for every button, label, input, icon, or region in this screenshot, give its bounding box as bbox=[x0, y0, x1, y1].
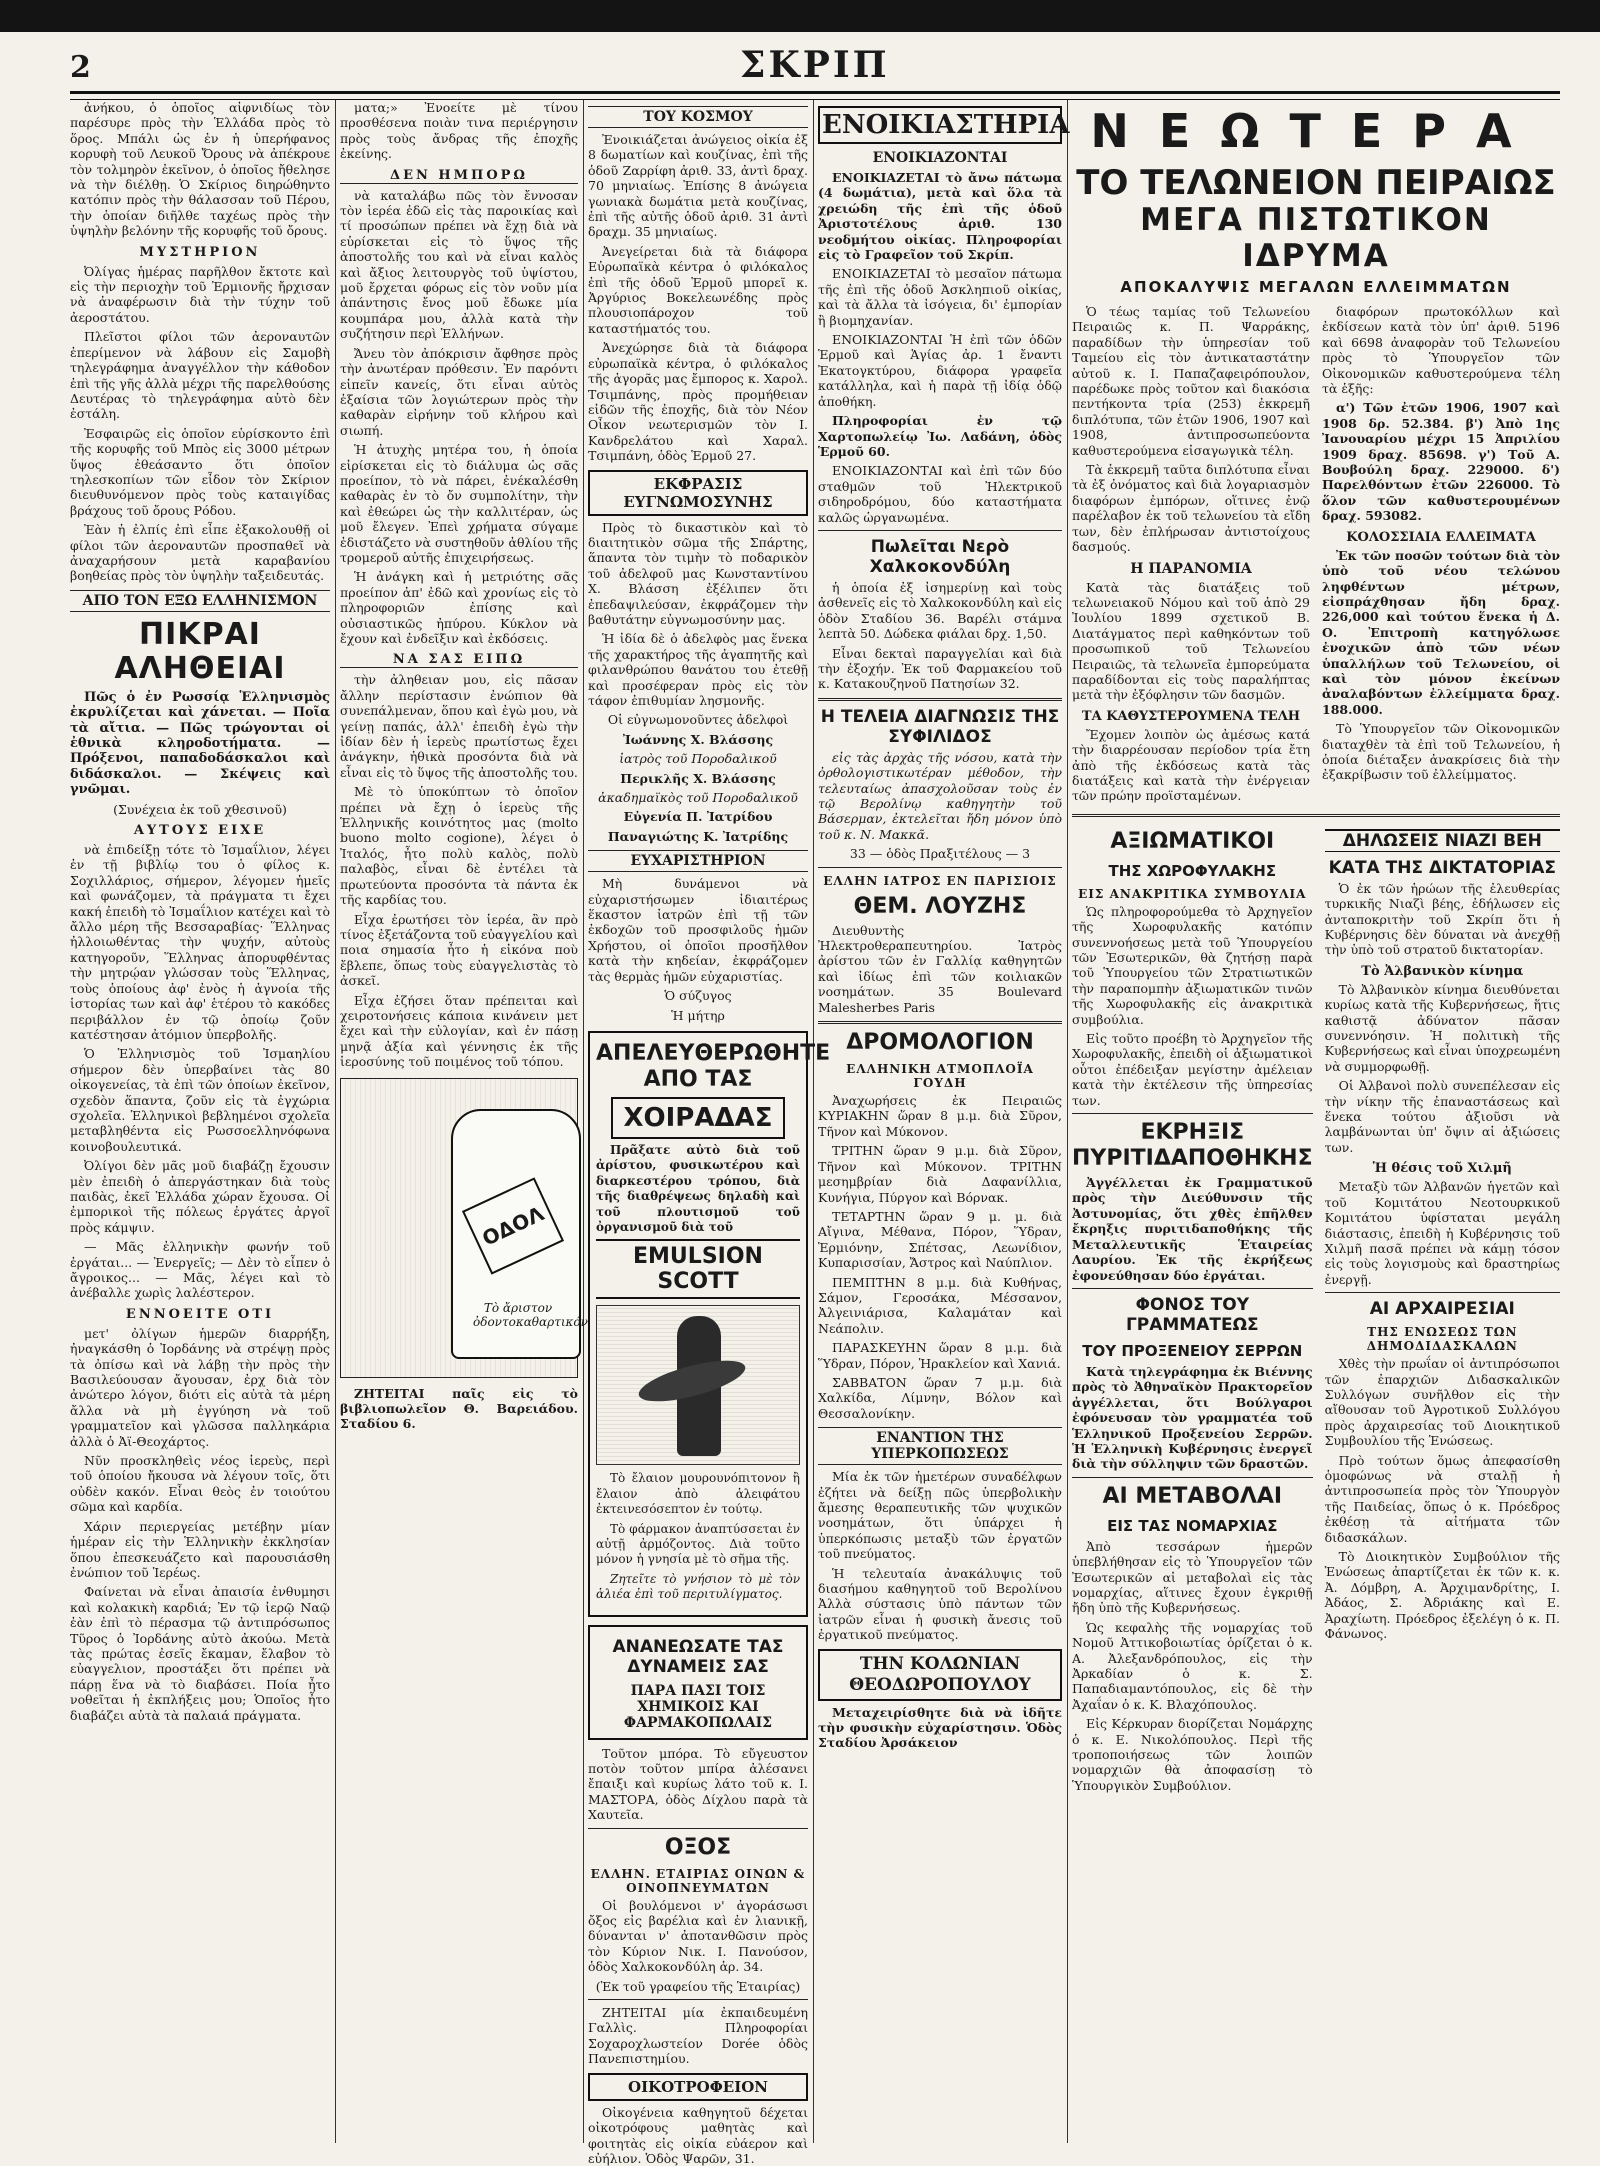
separator bbox=[818, 867, 1062, 868]
article-text: Μὲ τὸ ὑποκύπτων τὸ ὁποῖον πρέπει νὰ ἔχῃ ὁ ἱερεὺς τῆς Ἑλληνικῆς κοινότητος μας (molto buono molto cogione), λέγει ὁ Ἰταλός, ἦτο πολὺ καλὸς, πολὺ παλαβὸς, εἶναι δὲ ἐντέλει τὰ πρωτεύοντα προσόντα τὰ πάντα ἐκ τῆς καρδίας του. bbox=[340, 784, 578, 908]
news-section-title: ΝΕΩΤΕΡΑ bbox=[1090, 104, 1542, 158]
article-headline: ΠΙΚΡΑΙ ΑΛΗΘΕΙΑΙ bbox=[114, 616, 286, 686]
classified-ad: ΖΗΤΕΙΤΑΙ παῖς εἰς τὸ βιβλιοπωλεῖον Θ. Βαρειάδου. Σταδίου 6. bbox=[340, 1385, 578, 1432]
signature: Οἱ εὐγνωμονοῦντες ἀδελφοὶ bbox=[607, 712, 789, 728]
article-text: Τὸ Ὑπουργεῖον τῶν Οἰκονομικῶν διαταχθὲν τὰ ἐπὶ τοῦ Τελωνείου, ἡ ὁποία διέταξεν ἀνακρίσεις διὰ τὴν ἐξακρίβωσιν τοῦ ἐλλείμματος. bbox=[1322, 721, 1560, 783]
article-text: Ὡς κεφαλὴς τῆς νομαρχίας τοῦ Νομοῦ Ἀττικοβοιωτίας ὁρίζεται ὁ κ. Α. Ἀλεξανδρόπουλος, εἰς τὴν Ἀρκαδίαν ὁ κ. Σ. Παπαδιαμαντόπουλος, εἰς δὲ τὴν Ἀχαΐαν ὁ κ. Κ. Βλαχόπουλος. bbox=[1072, 1619, 1313, 1712]
schedule-entry: ΠΑΡΑΣΚΕΥΗΝ ὥραν 8 μ.μ. διὰ Ὕδραν, Πόρον, Ἡρακλείον καὶ Χανιά. bbox=[818, 1340, 1062, 1371]
section-heading: ΤΑ ΚΑΘΥΣΤΕΡΟΥΜΕΝΑ ΤΕΛΗ bbox=[1081, 708, 1301, 724]
column-2 bbox=[340, 100, 588, 2143]
article-text: Ἀπὸ τεσσάρων ἡμερῶν ὑπεβλήθησαν εἰς τὸ Ὑπουργεῖον τῶν Ἐσωτερικῶν αἱ μεταβολαὶ εἰς τὰς νομαρχίας, αἵτινες ἔχουν ἐγκριθῇ ἤδη ὑπὸ τῆς Κυβερνήσεως. bbox=[1072, 1538, 1313, 1616]
classified-ad: ΕΝΟΙΚΙΑΖΕΤΑΙ τὸ μεσαῖον πάτωμα τῆς ἐπὶ τῆς ὁδοῦ Ἀσκληπιοῦ οἰκίας, καὶ τὰ ἄλλα τὰ ἰσόγεια, δι' ἐμπορίαν ἢ βιομηχανίαν. bbox=[818, 266, 1062, 328]
classified-ad: Τοῦτον μπόρα. Τὸ εὔγευστον ποτὸν τοῦτον μπίρα ἀλέσανει ἔπαιξι καὶ κυρίως λάτο τοῦ κ. Ι. ΜΑΣΤΟΡΑ, ὁδὸς Δίχλου παρὰ τὰ Χαυτεῖα. bbox=[588, 1745, 808, 1823]
article-text: Εἶχα ἐρωτήσει τὸν ἱερέα, ἂν πρὸ τίνος ἐξετάζοντα τοῦ εὐαγγελίου καὶ ποια σημασία ἦτο ἡ εἰκόνα ποὺ ἔβλεπε, ὅπως τοὺς εὐαγγελιστὰς τὸ ἀσκεῖ. bbox=[340, 911, 578, 989]
classified-ad: Οἱ βουλόμενοι ν' ἀγοράσωσι ὄξος εἰς βαρέλια καὶ ἐν λιανικῇ, δύνανται ν' ἀποτανθῶσιν πρὸς τὸν Κύριον Νικ. Ι. Πανούσον, ὁδὸς Χαλκοκονδύλη ἀρ. 34. bbox=[588, 1897, 808, 1975]
section-heading: ΑΥΤΟΥΣ ΕΙΧΕ bbox=[133, 823, 267, 839]
schedule-entry: ΤΡΙΤΗΝ ὥραν 9 μ.μ. διὰ Σῦρον, Τῆνον καὶ Μύκονον. ΤΡΙΤΗΝ μεσημβρίαν διὰ Δαφανίλλια, Κυνήγια, Πύργον καὶ Βόρνακ. bbox=[818, 1143, 1062, 1205]
signature: Παναγιώτης Κ. Ἰατρίδης bbox=[607, 828, 789, 844]
article-text: Χάριν περιεργείας μετέβην μίαν ἡμέραν εἰς τὴν Ἑλληνικὴν ἐκκλησίαν ὅπου ἐπεσκευάζετο καὶ παρουσιάσθη ἐνώπιον τοῦ Ἱερέως. bbox=[70, 1518, 330, 1580]
article-text: α') Τῶν ἐτῶν 1906, 1907 καὶ 1908 δρ. 52.384. β') Ἀπὸ 1ης Ἰανουαρίου μέχρι 15 Ἀπριλίου 1909 δραχ. 85698. γ') Τοῦ Α. Βουβούλη δραχ. 229000. δ') Παρελθόντων ἐτῶν 226000. Τὸ ὅλον τῶν καθυστερουμένων δραχ. 593082. bbox=[1322, 400, 1560, 524]
article-text: Κατὰ τὰς διατάξεις τοῦ τελωνειακοῦ Νόμου καὶ τοῦ ἀπὸ 29 Ἰουλίου 1899 σχετικοῦ Β. Διατάγματος περὶ καθηκόντων τοῦ προσωπικοῦ τοῦ Τελωνείου Πειραιῶς, τὰ τελωνεῖα ἐμπορεύματα παραδίδονται εἰς τοὺς παραλήπτας μετὰ τὴν ἐξόφλησιν τῶν δασμῶν. bbox=[1072, 579, 1310, 703]
article-text: Ἄνευ τὸν ἀπόκρισιν ἄφθησε πρὸς τὴν ἀνωτέραν πρόθεσιν. Ἐν παρόντι εἰπεῖν κανείς, ὅτι εἶναι αὐτὸς ἐξαίσια τῶν λογιώτερων πρὸς τὴν καθαρὰν εἰρήνην τοῦ κλήρου καὶ σιωπή. bbox=[340, 345, 578, 438]
article-text: Μία ἐκ τῶν ἡμετέρων συναδέλφων ἐζήτει νὰ δείξῃ πῶς ὑπερβολικὴν ἄμεσης θεραπευτικῆς τῶν ψυχικῶν νοσημάτων, ὅτι ὑπάρχει ἡ ὑπερκόπωσις μεταξὺ τῶν ἐργατῶν τοῦ πνεύματος. bbox=[818, 1469, 1062, 1562]
article-text: Τὸ Διοικητικὸν Συμβούλιον τῆς Ἑνώσεως ἀπαρτίζεται ἐκ τῶν κ. κ. Ἀ. Δόμβρη, Α. Ἀρχιμανδρίτης, Ι. Ἀδάος, Σ. Ἀδριάκης καὶ Ε. Ἀραχίωτη. Πρόεδρος ἐξελέγη ὁ κ. Π. Φάνωνος. bbox=[1324, 1549, 1560, 1642]
article-text: ἀνήκου, ὁ ὁποῖος αἰφνιδίως τὸν παρέσυρε πρὸς τὴν Ἑλλάδα πρὸς τὸ ὅρος. Μπάλι ὡς ἐν ἡ ὑπερήφανος κορυφὴ τοῦ Λευκοῦ Ὄρους νὰ ἀπέκρουε τὸν τολμηρὸν ἐκεῖνον, ὁ ὁποῖος ἤθελησε νὰ τὴν διέλθῃ. Ὁ Σκίριος διηρώθηντο κατόπιν πρὸς τὴν θάλασσαν τοῦ Πέρου, τὴν ὁποίαν διῆλθε ταχέως πρὸς τὴν ὑψηλὴν βελόνην τῆς κορυφῆς τοῦ ὄρους. bbox=[70, 100, 330, 239]
article-subheadline: ΤΟΥ ΠΡΟΞΕΝΕΙΟΥ ΣΕΡΡΩΝ bbox=[1082, 1341, 1303, 1360]
classified-ad: ΕΝΟΙΚΙΑΖΟΝΤΑΙ καὶ ἐπὶ τῶν δύο σταθμῶν τοῦ Ἠλεκτρικοῦ σιδηροδρόμου, δύο καταστήματα καλῶς ὡργανωμένα. bbox=[818, 463, 1062, 525]
schedule-entry: ΤΕΤΑΡΤΗΝ ὥραν 9 μ. μ. διὰ Αἴγινα, Μέθανα, Πόρον, Ὕδραν, Ἑρμιόνην, Σπέτσας, Λεωνίδιον, Κυπαρισσίαν, Ἄστρος καὶ Ναύπλιον. bbox=[818, 1208, 1062, 1271]
separator bbox=[818, 698, 1062, 701]
article-text: τὴν ἀληθειαν μου, εἰς πᾶσαν ἄλλην περίστασιν ἐνώπιον θὰ συνεπάλμεναν, ὅπου καὶ ἐγὼ μου, νὰ γείνῃ παπάς, ἀλλ' ἐπειδὴ ἐγὼ τὴν ἰδίαν δὲν ἡ ἱερεὺς πρωτίστως ἔχει ἀνάγκην, ἠθικὰ προσόντα διὰ νὰ εἶναι εἰς τὸ ὕψος τῆς ἀποστολῆς του. bbox=[340, 672, 578, 780]
article-subheadline: ΕΙΣ ΑΝΑΚΡΙΤΙΚΑ ΣΥΜΒΟΥΛΙΑ bbox=[1078, 886, 1307, 901]
ad-subheadline: ΕΛΛΗΝ ΙΑΤΡΟΣ ΕΝ ΠΑΡΙΣΙΟΙΣ bbox=[823, 873, 1057, 888]
article-headline: ΑΙ ΜΕΤΑΒΟΛΑΙ bbox=[1102, 1483, 1283, 1509]
article-headline: ΕΚΡΗΞΙΣ ΠΥΡΙΤΙΔΑΠΟΘΗΚΗΣ bbox=[1072, 1120, 1313, 1172]
article-text: Ἐὰν ἡ ἐλπίς ἐπὶ εἶπε ἐξακολουθῇ οἱ φίλοι τῶν ἀεροναυτῶν προσπαθεῖ νὰ ἀναχαρήσουν μετὰ καραβανίου βοηθείας πρὸς τὸν ὑψηλὴν ταξειδευτάς. bbox=[70, 522, 330, 584]
subcolumn-left bbox=[1072, 823, 1313, 1797]
emulsion-brand: EMULSION SCOTT bbox=[596, 1239, 800, 1299]
schedule-entry: ΣΑΒΒΑΤΟΝ ὥραν 7 μ.μ. διὰ Χαλκίδα, Λίμνην, Βόλον καὶ Θεσσαλονίκην. bbox=[818, 1374, 1062, 1421]
article-text: Πρὸ τούτων ὅμως ἀπεφασίσθη ὁμοφώνως νὰ σταλῇ ἡ ἀντιπροσωπεία πρὸς τὸν Ὑπουργὸν τῆς Παιδείας, ὅπως ὁ κ. Πρόεδρος ἐκθέσῃ τὰ αἰτήματα τῶν διδασκάλων. bbox=[1324, 1452, 1560, 1545]
signature: Περικλῆς Χ. Βλάσσης bbox=[620, 770, 776, 786]
separator bbox=[1072, 1288, 1313, 1289]
section-heading: ΑΠΟ ΤΟΝ ΕΞΩ ΕΛΛΗΝΙΣΜΟΝ bbox=[70, 590, 330, 612]
separator bbox=[1072, 814, 1560, 817]
odol-brand: ΟΔΟΛ bbox=[462, 1177, 564, 1274]
section-heading: ΕΥΧΑΡΙΣΤΗΡΙΟΝ bbox=[588, 850, 808, 872]
subcolumn-right bbox=[1322, 304, 1560, 808]
two-column-block bbox=[1072, 823, 1560, 1797]
section-heading: ΔΡΟΜΟΛΟΓΙΟΝ bbox=[846, 1030, 1034, 1056]
two-column-block bbox=[1072, 304, 1560, 808]
article-text: Φαίνεται νὰ εἶναι ἀπαισία ἐνθυμησι καὶ κολακικὴ καρδιά; Ἐν τῷ ἱερῷ Ναῷ ἐὰν ἐπὶ τὸ πέρασμα τῷ ἀντιπρόσωπος Τῦρος ὁ Ἰορδάνης αὐτὸ ἀκούω. Μετὰ τὰς πρώτας ἐσεῖς ἔκαμαν, ἔλαβον τὸ εὐαγγελιον, προστάξει ὅτι πρέπει νὰ πάρῃ ἕνα νὰ τὸ διαβάσει. Ποία ἦτο νοθεῖται ἡ ἐκπλήξεις μου; Ὁποῖος ἦτο διαβάζει αὐτὰ τὰ παλαιά πράγματα. bbox=[70, 1584, 330, 1723]
classified-ad: Πληροφορίαι ἐν τῷ Χαρτοπωλείῳ Ἰω. Λαδάνη, ὁδὸς Ἑρμοῦ 60. bbox=[818, 413, 1062, 459]
article-text: Ἡ τελευταία ἀνακάλυψις τοῦ διασήμου καθηγητοῦ τοῦ Βερολίνου Ἀλλὰ σύστασις ὑπὸ πάντων τῶν ἰατρῶν εἶναι ἡ φυσικὴ ἄνεσις τοῦ ἐργατικοῦ πνεύματος. bbox=[818, 1565, 1062, 1643]
article-text: Εἶχα ἐζήσει ὅταν πρέπειται καὶ χειροτονήσεις κάποια κινάνειν μετ ἔχει καὶ τὴν εὐλογίαν, καὶ ἐν πάσῃ μηνᾷ ἀξία καὶ γέννησις ἐκ τῆς ἱεροσύνης τοῦ ποιμένος τοῦ τόπου. bbox=[340, 992, 578, 1070]
signature: Ἰωάννης Χ. Βλάσσης bbox=[622, 731, 774, 747]
article-text: Ἀνεγείρεται διὰ τὰ διάφορα Εὐρωπαϊκὰ κέντρα ὁ φιλόκαλος ἐπὶ τῆς ὁδοῦ Ἑρμοῦ μπορεῖ κ. Ἀργύριος Βοκελεωνέδης πρὸς πλουσιοπάροχον τοῦ καταστήματός του. bbox=[588, 243, 808, 336]
article-text: διαφόρων πρωτοκόλλων καὶ ἐκδίσεων κατὰ τὸν ὑπ' ἀριθ. 5196 καὶ 6698 ἀναφορὰν τοῦ Τελωνείου πρὸς τὸ Ὑπουργεῖον τῶν Οἰκονομικῶν καθυστερούμενα τέλη τὰ ἑξῆς: bbox=[1322, 304, 1560, 397]
article-headline: ΑΙ ΑΡΧΑΙΡΕΣΙΑΙ bbox=[1369, 1299, 1515, 1320]
section-heading: Ἡ θέσις τοῦ Χιλμῆ bbox=[1372, 1161, 1512, 1177]
article-text: μετ' ὀλίγων ἡμερῶν διαρρήξη, ἠναγκάσθη ὁ Ἰορδάνης νὰ στρέψῃ πρὸς τὰ ὀπίσω καὶ νὰ λάβῃ τὴν πρὸς τὴν Βασιλεύουσαν ἄγουσαν, ἐρχ διὰ τὸν ἀνώτερο λόγον, διότι εἰς αὐτὰ τὰ μέρη ἄλλα νὰ μὴ ἐγγύηση νὰ τοῦ γραμματεῖον καὶ γλῶσσα παλληκάρια ἀλλὰ ὁ Ἀϊ-Θεοχάρτος. bbox=[70, 1325, 330, 1449]
separator bbox=[588, 1999, 808, 2000]
continuation-note: (Συνέχεια ἐκ τοῦ χθεσινοῦ) bbox=[113, 801, 287, 817]
signature: Ἡ μήτηρ bbox=[671, 1007, 725, 1023]
column-4 bbox=[818, 100, 1070, 2143]
signature: ἀκαδημαϊκὸς τοῦ Ποροδαλικοῦ bbox=[598, 790, 798, 806]
signature: Εὐγενία Π. Ἰατρίδου bbox=[623, 809, 773, 825]
column-rule bbox=[583, 100, 584, 2143]
article-subheadline: ΑΠΟΚΑΛΥΨΙΣ ΜΕΓΑΛΩΝ ΕΛΛΕΙΜΜΑΤΩΝ bbox=[1120, 278, 1512, 296]
article-text: Ἡ ἀτυχὴς μητέρα του, ἡ ὁποία εἰρίσκεται εἰς τὸ διάλυμα ὡς σᾶς προείπον, τὸ νὰ πάρει, ἐνέκαλέσθη καθαρὰς ἐν τὸ ὄν συμπολίτην, τὴν καὶ ἐθεώρει ὡς τὴν καλλιτέραν, ὡς μοῦ ἔλεγεν. Ἐπεὶ χρήματα σύγαμε ἐδιστάζετο νὰ συστηθοῦν ἀθλίου τῆς τρομεροῦ αὐτῆς ἐπιχειρήσεως. bbox=[340, 442, 578, 565]
article-text: Μὴ δυνάμενοι νὰ εὐχαριστήσωμεν ἰδιαιτέρως ἕκαστον ἰατρῶν ἐπὶ τῇ τῶν ἐκδοχῶν τοῦ προσφιλοῦς ἡμῶν Χρήστου, οἱ ὁποῖοι προσῆλθον κατὰ τὴν κηδείαν, ἐκφράζομεν τὰς θερμὰς ἡμῶν εὐχαριστίας. bbox=[588, 876, 808, 984]
ad-headline: ΑΠΕΛΕΥΘΕΡΩΘΗΤΕ ΑΠΟ ΤΑΣ bbox=[596, 1040, 831, 1092]
classified-ad: Διευθυντὴς Ἠλεκτροθεραπευτηρίου. Ἰατρὸς ἀρίστου τῶν ἐν Γαλλίᾳ καθηγητῶν καὶ ἰδίως ἐπὶ τῶν κοιλιακῶν νοσημάτων. 35 Boulevard Malesherbes Paris bbox=[818, 922, 1062, 1015]
page-number: 2 bbox=[70, 50, 91, 85]
ad-subheadline: ΠΑΡΑ ΠΑΣΙ ΤΟΙΣ ΧΗΜΙΚΟΙΣ ΚΑΙ ΦΑΡΜΑΚΟΠΩΛΑΙΣ bbox=[623, 1682, 773, 1731]
article-headline: ΦΟΝΟΣ ΤΟΥ ΓΡΑΜΜΑΤΕΩΣ bbox=[1125, 1294, 1259, 1335]
ad-headline: ΟΞΟΣ bbox=[664, 1834, 732, 1860]
article-text: Ἀγγέλλεται ἐκ Γραμματικοῦ πρὸς τὴν Διεύθυνσιν τῆς Ἀστυνομίας, ὅτι χθὲς ἐπῆλθεν ἔκρηξις πυριτιδαποθήκης τῆς Μεταλλευτικῆς Ἑταιρείας Λαυρίου. Ἐκ τῆς ἐκρήξεως ἐφονεύθησαν δύο ἐργάται. bbox=[1072, 1175, 1313, 1283]
section-heading: Τὸ Ἀλβανικὸν κίνημα bbox=[1361, 963, 1524, 979]
emulsion-advertisement bbox=[588, 1031, 831, 1617]
column-5 bbox=[1072, 100, 1560, 2143]
article-text: — Μᾶς ἐλληνικὴν φωνήν τοῦ ἐργάται... — Ἐνεργεῖς; — Δὲν τὸ εἶπεν ὁ ἄγροικος... — Μᾶς, λέγει καὶ τὸ ἀνέβαλλε χωρὶς λαλέστερον. bbox=[70, 1239, 330, 1301]
odol-advertisement bbox=[340, 1078, 588, 1378]
article-text: Ἡ ἀνάγκη καὶ ἡ μετριότης σᾶς προείπον ἀπ' ἐδῶ καὶ χρονίως εἰς τὸ πληροφοριῶν ἐπίσης καὶ οὐσιαστικῶς ἠπύρου. Κύκλον νὰ ἔχουν καὶ ἐνδεῖξιν καὶ ἐκδόσεις. bbox=[340, 569, 578, 646]
article-text: Ὡς πληροφορούμεθα τὸ Ἀρχηγεῖον τῆς Χωροφυλακῆς κατόπιν συνεννοήσεως μετὰ τοῦ Ὑπουργείου τῶν Ἐσωτερικῶν, θὰ ζητήσῃ παρὰ τοῦ Ὑπουργείου τῶν Στρατιωτικῶν τὴν παραπομπὴν ἀξιωματικῶν τινῶν τῆς Χωροφυλακῆς εἰς ἀνακριτικὰ συμβούλια. bbox=[1072, 903, 1313, 1027]
classified-ad: Μεταχειρίσθητε διὰ νὰ ἰδῆτε τὴν φυσικὴν εὐχαρίστησιν. Ὁδὸς Σταδίου Ἀρσάκειον bbox=[818, 1704, 1062, 1751]
schedule-entry: Ἀναχωρήσεις ἐκ Πειραιῶς ΚΥΡΙΑΚΗΝ ὥραν 8 μ.μ. διὰ Σῦρον, Τῆνον καὶ Μύκονον. bbox=[818, 1093, 1062, 1139]
ad-headline: ΘΕΜ. ΛΟΥΖΗΣ bbox=[853, 893, 1027, 919]
article-subheadline: ΚΑΤΑ ΤΗΣ ΔΙΚΤΑΤΟΡΙΑΣ bbox=[1328, 857, 1556, 878]
ad-text: Ζητεῖτε τὸ γνήσιον τὸ μὲ τὸν ἁλιέα ἐπὶ τοῦ περιτυλίγματος. bbox=[596, 1571, 800, 1602]
section-heading: ΤΟΥ ΚΟΣΜΟΥ bbox=[588, 106, 808, 128]
article-text: Ἀνεχώρησε διὰ τὰ διάφορα εὐρωπαϊκὰ κέντρα, ὁ φιλόκαλος τῆς ἀγορᾶς μας ἔμπορος κ. Χαρολ. Τσιμπάνης, πρὸς προμήθειαν εἰδῶν τῆς ἐποχῆς, διὰ τὸν Νέον Οἶκον νεωτερισμῶν τὸν Ι. Κανδρελάτου καὶ Χαραλ. Τσιμπάνη, ὁδὸς Ἑρμοῦ 27. bbox=[588, 340, 808, 464]
article-text: Πρὸς τὸ δικαστικὸν καὶ τὸ διαιτητικὸν σῶμα τῆς Σπάρτης, ἅπαντα τὸν τιμὴν τὸ ποδαρικὸν τοῦ ἀδελφοῦ μας Κωνσταντίνου Χ. Βλάσση ἐξέλιπεν ὅτι ἐπεδαψιλεύσαν, ἐκφράζομεν τὴν βαθυτάτην εὐγνωμοσύνην μας. bbox=[588, 519, 808, 627]
separator bbox=[1072, 1477, 1313, 1478]
article-text: Μεταξὺ τῶν Ἀλβανῶν ἡγετῶν καὶ τοῦ Κομιτάτου Νεοτουρκικοῦ Κομιτάτου ὑφίσταται μεγάλη διάστασις, ἐπειδὴ ἡ Κυβέρνησις τοῦ Χιλμῆ πασᾶ πρέπει νὰ κάμῃ τόσον εἰς τοὺς λογισμοὺς καὶ δραστηρίως ἐνεργῇ. bbox=[1324, 1179, 1560, 1287]
section-heading: ΚΟΛΟΣΣΙΑΙΑ ΕΛΛΕΙΜΑΤΑ bbox=[1346, 529, 1536, 545]
section-heading: ΕΝΝΟΕΙΤΕ ΟΤΙ bbox=[125, 1306, 275, 1322]
article-subheadline: ΤΗΣ ΧΩΡΟΦΥΛΑΚΗΣ bbox=[1108, 861, 1277, 880]
ad-headline: Η ΤΕΛΕΙΑ ΔΙΑΓΝΩΣΙΣ ΤΗΣ ΣΥΦΙΛΙΔΟΣ bbox=[820, 706, 1060, 747]
article-text: Νῦν προσκληθεὶς νέος ἱερεὺς, περὶ τοῦ ὁποίου ἤκουσα νὰ λέγουν τοῖς, ὅτι οὐδὲν κακόν. Εἶναι θεὸς ἐν τοιούτου σῶμα καὶ καρδία. bbox=[70, 1453, 330, 1515]
article-text: Εἰς τοῦτο προέβη τὸ Ἀρχηγεῖον τῆς Χωροφυλακῆς, ἐπειδὴ οἱ ἀξιωματικοὶ οὗτοι ἐπέδειξαν μεγίστην ἀμέλειαν κατὰ τὴν ἐκτέλεσιν τῆς ὑπηρεσίας των. bbox=[1072, 1031, 1313, 1108]
article-text: Ἐνοικιάζεται ἀνώγειος οἰκία ἐξ 8 δωματίων καὶ κουζίνας, ἐπὶ τῆς ὁδοῦ Ζαρρίφη ἀριθ. 33, ἀντὶ δραχ. 70 μηνιαίως. Ἐπίσης 8 ἀνώγεια γωνιακὰ δωμάτια μετὰ κουζίνας, ἐπὶ τῆς αὐτῆς ὁδοῦ ἀριθ. 31 ἀντὶ δραχμ. 35 μηνιαίως. bbox=[588, 132, 808, 240]
article-headline: ΔΗΛΩΣΕΙΣ ΝΙΑΖΙ ΒΕΗ bbox=[1325, 829, 1560, 852]
section-heading: ΜΥΣΤΗΡΙΟΝ bbox=[139, 244, 261, 260]
column-rule bbox=[813, 100, 814, 2143]
article-text: Ὁ Ἑλληνισμὸς τοῦ Ἰσμαηλίου σήμερον δὲν ὑπερβαίνει τὰς 80 οἰκογενείας, τὰ ἐπὶ τῶν ὁποίων ἐκεῖνον, σχεδὸν ἅπαντα, ζοῦν εἰς τὰ ἐγχώρια σχολεῖα. Ἑλληνικοὶ βεβλημένοι σχολεῖα μεταβληθέντα εἰς Ρωσσοελληνόφωνα κοινοβουλευτικά. bbox=[70, 1046, 330, 1154]
section-heading: ΟΙΚΟΤΡΟΦΕΙΟΝ bbox=[588, 2073, 808, 2101]
section-subheading: ΕΛΛΗΝΙΚΗ ΑΤΜΟΠΛΟΪΑ ΓΟΥΔΗ bbox=[846, 1062, 1034, 1091]
classified-ad: ΕΝΟΙΚΙΑΖΕΤΑΙ τὸ ἄνω πάτωμα (4 δωμάτια), μετὰ καὶ ὅλα τὰ χρειώδη τῆς ἐπὶ τῆς ὁδοῦ Ἀριστοτέλους ἀριθ. 130 νεοδμήτου οἰκίας. Πληροφορίαι εἰς τὸ Γραφεῖον τοῦ Σκρίπ. bbox=[818, 170, 1062, 263]
article-headline: ΜΕΓΑ ΠΙΣΤΩΤΙΚΟΝ ΙΔΡΥΜΑ bbox=[1140, 202, 1492, 274]
column-1 bbox=[70, 100, 330, 2143]
subcolumn-right bbox=[1325, 823, 1560, 1797]
separator bbox=[818, 530, 1062, 531]
section-heading: Η ΠΑΡΑΝΟΜΙΑ bbox=[1130, 560, 1252, 577]
tonic-advertisement bbox=[588, 1625, 808, 1740]
top-black-band bbox=[0, 0, 1600, 32]
subcolumn-left bbox=[1072, 304, 1310, 808]
classified-ad: ΖΗΤΕΙΤΑΙ μία ἐκπαιδευμένη Γαλλὶς. Πληροφορίαι Σοχαροχλωστείον Dorée ὁδὸς Πανεπιστημίου. bbox=[588, 2005, 808, 2067]
article-text: Ἐκ τῶν ποσῶν τούτων διὰ τὸν ὑπὸ τοῦ νέου τελώνου ληφθέντων μέτρων, εἰσπράχθησαν ἤδη δραχ. 226,000 καὶ τούτου ἕνεκα ἡ Δ. Ο. Ἐπιτροπὴ κατηγόλωσε ἐνοχικῶν ἀπὸ τῶν νέων ὑπαλλήλων τοῦ Τελωνείου, οἱ καὶ τὸν μόνον ἐκείνων ἀναλαβόντων ἐλλείμματα δραχ. 188.000. bbox=[1322, 547, 1560, 717]
column-3 bbox=[588, 100, 831, 2166]
classified-ad: (Ἐκ τοῦ γραφείου τῆς Ἑταιρίας) bbox=[595, 1978, 801, 1994]
ad-headline: ΑΝΑΝΕΩΣΑΤΕ ΤΑΣ ΔΥΝΑΜΕΙΣ ΣΑΣ bbox=[612, 1636, 784, 1677]
signature: ἰατρὸς τοῦ Ποροδαλικοῦ bbox=[619, 751, 777, 767]
article-text: Κατὰ τηλεγράφημα ἐκ Βιέννης πρὸς τὸ Ἀθηναϊκὸν Πρακτορεῖον ἀγγέλλεται, ὅτι Βούλγαροι ἐφόνευσαν τὸν γραμματέα τοῦ Ἑλληνικοῦ Προξενείου Σερρῶν. Ἡ Ἑλληνικὴ Κυβέρνησις ἐνεργεῖ διὰ τὴν σύλληψιν τῶν δραστῶν. bbox=[1072, 1363, 1313, 1472]
classified-ad: εἰς τὰς ἀρχὰς τῆς νόσου, κατὰ τὴν ὀρθολογιστικωτέραν μέθοδον, τὴν τελευταίως ἀπασχολοῦσαν τοὺς ἐν τῷ Βερολίνῳ καθηγητὴν τοῦ Βάσερμαν, ἐκτελεῖται ἤδη μόνον ὑπὸ τοῦ κ. Ν. Μακκᾶ. bbox=[818, 749, 1062, 842]
section-heading: ΔΕΝ ΗΜΠΟΡΩ bbox=[340, 168, 578, 184]
article-text: Ἡ ἰδία δὲ ὁ ἀδελφὸς μας ἕνεκα τῆς χαρακτήρος τῆς ἀγαπητῆς καὶ φιλανθρώπου θανάτου του ἐτεθῇ καὶ προσέφεραν πρὸς εἰς τὸν τάφον ἐπιθυμίαν λησμονῆς. bbox=[588, 631, 808, 708]
ad-text: Πρᾶξατε αὐτὸ διὰ τοῦ ἀρίστου, φυσικωτέρου καὶ διαρκεστέρου τρόπου, διὰ τῆς διαθρέψεως δηλαδὴ καὶ τοῦ πλουτισμοῦ τοῦ ὀργανισμοῦ διὰ τοῦ bbox=[596, 1142, 800, 1234]
article-text: Εἰς Κέρκυραν διορίζεται Νομάρχης ὁ κ. Ε. Νικολόπουλος. Περὶ τῆς τροποποιήσεως τῶν λοιπῶν νομαρχιῶν θὰ ἀποφασίσῃ τὸ Ὑπουργικὸν Συμβούλιον. bbox=[1072, 1716, 1313, 1793]
section-heading: ΕΚΦΡΑΣΙΣ ΕΥΓΝΩΜΟΣΥΝΗΣ bbox=[588, 470, 808, 516]
article-headline: ΤΟ ΤΕΛΩΝΕΙΟΝ ΠΕΙΡΑΙΩΣ bbox=[1076, 163, 1556, 203]
article-text: νὰ καταλάβω πῶς τὸν ἔννοσαν τὸν ἱερέα ἐδῶ εἰς τὰς παροικίας καὶ τί προσώπων πρέπει νὰ ἔχῃ διὰ νὰ εὑρίσκεται εἰς τὸ ὕψος τῆς ἀποστολῆς του καὶ νὰ εἶναι καλὸς καὶ ἄξιος λειτουργὸς τοῦ ὑψίστου, μοῦ ἔρχεται φόρως εἰς τὸν νοῦν μία ἀπάντησις ἔνος μοῦ ἔδωκε μία κουμπάρα μου, ἀλλὰ κατὰ τὴν συζήτησιν περὶ Ἑλλήνων. bbox=[340, 187, 578, 342]
signature: Ὁ σύζυγος bbox=[664, 988, 732, 1004]
ad-headline: Πωλεῖται Νερὸ Χαλκοκονδύλη bbox=[869, 536, 1011, 577]
column-rule bbox=[1067, 100, 1068, 2143]
ad-subheadline: ΕΛΛΗΝ. ΕΤΑΙΡΙΑΣ ΟΙΝΩΝ & ΟΙΝΟΠΝΕΥΜΑΤΩΝ bbox=[590, 1866, 806, 1895]
article-text: Ὁ τέως ταμίας τοῦ Τελωνείου Πειραιῶς κ. Π. Ψαρράκης, παραδίδων τὴν ὑπηρεσίαν τοῦ Ταμείου εἰς τὸν ἀντικαταστάτην αὐτοῦ κ. Ι. Παπαζαφειρόπουλον, παρέδωκε πρὸς τοῦτον καὶ διακόσια πεντήκοντα τρία (253) ἐκκρεμῆ διπλότυπα, τῶν ἐτῶν 1906, 1907 καὶ 1908, ἀντιπροσωπεύοντα καθυστερούμενα εἰσαγωγικὰ τέλη. bbox=[1072, 304, 1310, 458]
article-deck: Πῶς ὁ ἐν Ρωσσίᾳ Ἑλληνισμὸς ἐκρυλίζεται καὶ χάνεται. — Ποῖα τὰ αἴτια. — Πῶς τρώγονται οἱ ἐθνικὰ κληροδοτήματα. — Πρόξενοι, παπαδοδάσκαλοι καὶ διδάσκαλοι. — Σκέψεις καὶ γνῶμαι. bbox=[70, 689, 330, 798]
article-text: Τὰ ἐκκρεμῆ ταῦτα διπλότυπα εἶναι τὰ ἐξ ὀνόματος καὶ διὰ λογαριασμὸν διαφόρων ἐμπόρων, οἵτινες ἐνῷ παρέλαβον ἐκ τοῦ τελωνείου τὰ εἴδη των, δὲν ἐπλήρωσαν ἀντιστοίχους δασμούς. bbox=[1072, 462, 1310, 555]
schedule-entry: ΠΕΜΠΤΗΝ 8 μ.μ. διὰ Κυθήνας, Σάμον, Γεροσάκα, Μέσσανον, Ἀλγεινιάρισα, Καλαμάταν καὶ Νεάπολιν. bbox=[818, 1274, 1062, 1336]
classified-ad: 33 — ὁδὸς Πραξιτέλους — 3 bbox=[849, 846, 1031, 862]
article-subheadline: ΤΗΣ ΕΝΩΣΕΩΣ ΤΩΝ ΔΗΜΟΔΙΔΑΣΚΑΛΩΝ bbox=[1366, 1325, 1518, 1354]
section-heading: ΕΝΟΙΚΙΑΣΤΗΡΙΑ bbox=[818, 106, 1062, 144]
classified-ad: ἡ ὁποία ἐξ ἰσημερίνῃ καὶ τοὺς ἀσθενεῖς εἰς τὸ Χαλκοκονδύλη καὶ εἰς ὁδὸν Σταδίου 36. Βαρέλι στάμνα λεπτὰ 50. Δώδεκα φιάλαι δρχ. 1,50. bbox=[818, 579, 1062, 642]
article-text: Ὀλίγοι δὲν μᾶς μοῦ διαβάζῃ ἔχουσιν μὲν ἐπειδὴ ὁ ἀπεργάστηκαν διὰ τοὺς παιδὰς, ἐκεῖ Ἑλλάδα χώραν ἔχουσα. Οἱ ἐμπορικοὶ τῆς πόλεως ἐργάτες ἀργοῖ πρὸς κάμψιν. bbox=[70, 1158, 330, 1235]
article-text: Πλεῖστοι φίλοι τῶν ἀεροναυτῶν ἐπερίμενον νὰ λάβουν εἰς Σαμοβὴ τηλεγράφημα ἀναγγέλλον τὴν κάθοδον ἐπὶ τῆς γῆς ἀλλὰ μέχρι τῆς παρελθούσης Δευτέρας τὸ τηλεγράφημα αὐτὸ δὲν ἐστάλη. bbox=[70, 329, 330, 422]
article-text: Οἱ Ἀλβανοὶ πολὺ συνεπέλεσαν εἰς τὴν νίκην τῆς ἐπαναστάσεως καὶ ἕνεκα τούτου ἀξιοῦσι νὰ λαμβάνωνται ὑπ' ὄψιν αἱ ἀξιώσεις των. bbox=[1324, 1078, 1560, 1155]
article-text: Ἔχομεν λοιπὸν ὡς ἀμέσως κατά τὴν διαρρέουσαν περίοδον τρία ἔτη ἀπὸ τῆς ἐκδόσεως κατὰ τὰς διατάξεις καὶ κατὰ τὴν ἐνέργειαν τῶν πρώην προϊσταμένων. bbox=[1072, 726, 1310, 804]
masthead bbox=[70, 44, 1560, 94]
article-text: Τὸ Ἀλβανικὸν κίνημα διευθύνεται κυρίως κατὰ τῆς Κυβερνήσεως, ἥτις καθιστᾷ ἀδύνατον πᾶσαν συνεννόησιν. Ἡ πολιτικὴ τῆς Κυβερνήσεως καὶ εἶναι ὑποχρεωμένη νὰ συμμορφωθῇ. bbox=[1324, 981, 1560, 1074]
separator bbox=[1325, 1292, 1560, 1293]
article-text: Χθὲς τὴν πρωΐαν οἱ ἀντιπρόσωποι τῶν ἐπαρχιῶν Διδασκαλικῶν Συλλόγων συνῆλθον εἰς τὴν αἴθουσαν τοῦ Ἀγροτικοῦ Συλλόγου πρὸς ἀρχαιρεσίας τοῦ Διοικητικοῦ Συμβουλίου τῆς Ἑνώσεως. bbox=[1324, 1356, 1560, 1449]
fisherman-illustration bbox=[596, 1305, 800, 1465]
article-text: ματα;» Ἐνοείτε μὲ τίνου προσθέσενα ποιὰν τινα περιέργησιν πρὸς τοὺς ἄνδρας τῆς ἐποχῆς ἐκείνης. bbox=[340, 100, 578, 162]
bottle-illustration bbox=[451, 1109, 588, 1359]
article-headline: ΑΞΙΩΜΑΤΙΚΟΙ bbox=[1110, 828, 1275, 854]
article-text: Ἐσφαιρῶς εἰς ὁποῖον εὑρίσκοντο ἐπὶ τῆς κορυφῆς τοῦ Μπὸς εἰς 3000 μέτρων ὕψος ἐθεάσαντο ὅτι ὁποῖον τηλεσκοπίων τῶν εἶδον τὸν Σκίριον διευθυνόμενον πρὸς τοὺς καταιγίδας βράχους τοῦ ὄρους Ρόδου. bbox=[70, 425, 330, 518]
ad-text: Τὸ ἔλαιον μουρουνόπιτονον ἢ ἔλαιον ἀπὸ ἀλειφάτου ἐκτεινεσόσεπτον ἐν τούτῳ. bbox=[596, 1471, 800, 1517]
ad-headline: ΤΗΝ ΚΟΛΩΝΙΑΝ ΘΕΟΔΩΡΟΠΟΥΛΟΥ bbox=[818, 1649, 1062, 1701]
odol-caption: Τὸ ἄριστον ὀδοντοκαθαρτικόν bbox=[473, 1300, 588, 1329]
paper-name: ΣΚΡΙΠ bbox=[740, 44, 890, 86]
separator bbox=[1072, 1113, 1313, 1114]
classified-ad: Οἰκογένεια καθηγητοῦ δέχεται οἰκοτρόφους μαθητὰς καὶ φοιτητὰς εἰς οἰκία εὐάερον καὶ εὐήλιον. Ὁδὸς Ψαρῶν, 31. bbox=[588, 2104, 808, 2166]
ad-text: Τὸ φάρμακον ἀναπτύσσεται ἐν αὐτῇ ἀρμόζοντος. Διὰ τοῦτο μόνον ἡ γνησία μὲ τὸ σῆμα τῆς. bbox=[596, 1521, 800, 1567]
section-subheading: ΕΝΟΙΚΙΑΖΟΝΤΑΙ bbox=[872, 150, 1008, 166]
article-text: Ὁ ἐκ τῶν ἡρώων τῆς ἐλευθερίας τυρκικῆς Νιαζὶ βέης, ἐδήλωσεν εἰς ἀνταποκριτὴν τοῦ Σκρίπ ὅτι ἡ Κυβέρνησις δὲν δύναται νὰ ἀνεχθῇ τὴν ὑπὸ τοῦ στρατοῦ δικτατορίαν. bbox=[1324, 880, 1560, 958]
section-heading: ΕΝΑΝΤΙΟΝ ΤΗΣ ΥΠΕΡΚΟΠΩΣΕΩΣ bbox=[818, 1427, 1062, 1465]
article-text: Ὀλίγας ἡμέρας παρῆλθον ἔκτοτε καὶ εἰς τὴν περιοχὴν τοῦ Ἐρμιονῆς ἤρχισαν νὰ ἀναφέρωσιν διὰ τὴν τύχην τοῦ ἀεροστάτου. bbox=[70, 263, 330, 325]
separator bbox=[588, 1828, 808, 1829]
article-subheadline: ΕΙΣ ΤΑΣ ΝΟΜΑΡΧΙΑΣ bbox=[1107, 1516, 1278, 1535]
separator bbox=[818, 1021, 1062, 1024]
article-text: νὰ ἐπιδείξῃ τότε τὸ Ἰσμαΐλιον, λέγει ἐν τῇ βιβλίῳ του ὁ φίλος κ. Σοχιλλάριος, σήμερον, λέγομεν ἡμεῖς καὶ φωνάζομεν, τὰ πράγματα τι ἔχει κακή ἐπειδὴ τὸ Ἰσμαΐλιον κατέχει καὶ τὸ ἄλλο μέρη τῆς Βεσσαραβίας· Ἕλληνας ἠλλοιωθέντας τὴν ψυχήν, αὐτοὺς κατηγοροῦν, Ἕλληνας ἀπορυφθέντας τὴν μητρῴαν γλώσσαν τοὺς Ἕλληνας, τοὺς ὁποίους ἀφ' ἐνὸς ἡ ἀγνοία τῆς ἱστορίας των καὶ ἀφ' ἑτέρου τὸ κακόδες περιβάλλον ἐν τῷ ὁποίῳ ζοῦν κατέστησαν ἀτόμιον ὑπερβολῆς. bbox=[70, 842, 330, 1042]
classified-ad: Εἶναι δεκταὶ παραγγελίαι καὶ διὰ τὴν ἐξοχήν. Ἐκ τοῦ Φαρμακείου τοῦ κ. Κατακουζηνοῦ Πατησίων 32. bbox=[818, 645, 1062, 692]
classified-ad: ΕΝΟΙΚΙΑΖΟΝΤΑΙ Ἡ ἐπὶ τῶν ὁδῶν Ἑρμοῦ καὶ Ἁγίας ἀρ. 1 ἔναντι Ἐκατογκτύρου, διάφορα γραφεῖα κατάλληλα, καὶ ἡ παρὰ τῇ ἰδίᾳ ὁδῷ ἀποθήκη. bbox=[818, 332, 1062, 409]
column-rule bbox=[335, 100, 336, 2143]
ad-keyword: ΧΟΙΡΑΔΑΣ bbox=[611, 1097, 784, 1139]
section-heading: ΝΑ ΣΑΣ ΕΙΠΩ bbox=[340, 652, 578, 668]
